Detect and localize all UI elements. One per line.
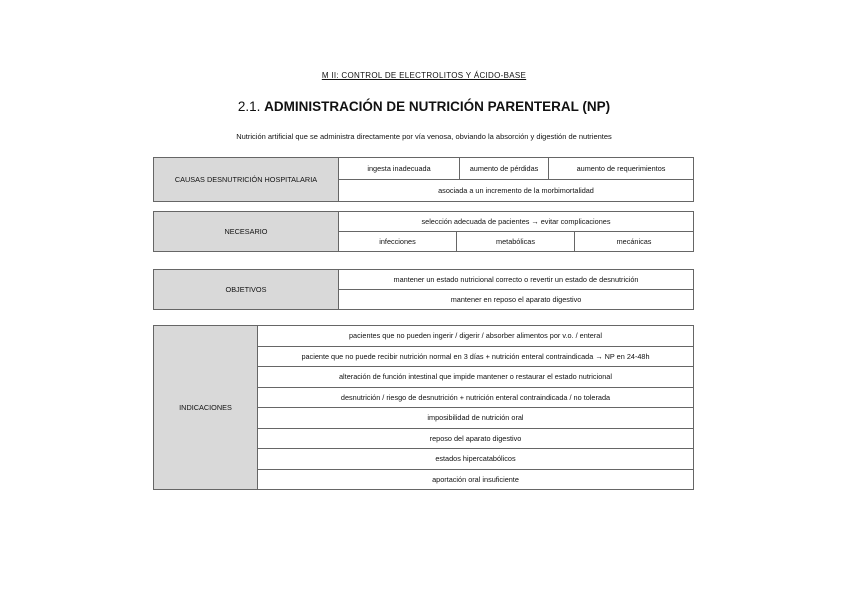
objetivos-item: mantener en reposo el aparato digestivo — [339, 290, 694, 310]
objetivos-item: mantener un estado nutricional correcto o revertir un estado de desnutrición — [339, 270, 694, 290]
indicaciones-item: desnutrición / riesgo de desnutrición + nutrición enteral contraindicada / no tolerada — [258, 387, 694, 408]
intro-text: Nutrición artificial que se administra directamente por vía venosa, obviando la absorción y digestión de nutrientes — [236, 132, 612, 141]
causas-table — [153, 157, 694, 202]
necesario-item: infecciones — [339, 232, 457, 252]
necesario-main: selección adecuada de pacientes → evitar complicaciones — [339, 212, 694, 232]
necesario-item: metabólicas — [457, 232, 575, 252]
indicaciones-item: paciente que no puede recibir nutrición normal en 3 días + nutrición enteral contraindicada → NP en 24-48h — [258, 346, 694, 367]
indicaciones-item: pacientes que no pueden ingerir / digerir / absorber alimentos por v.o. / enteral — [258, 326, 694, 347]
module-heading: M II: CONTROL DE ELECTROLITOS Y ÁCIDO-BASE — [321, 71, 527, 80]
indicaciones-item: aportación oral insuficiente — [258, 469, 694, 490]
necesario-label: NECESARIO — [154, 212, 339, 252]
indicaciones-label: INDICACIONES — [154, 326, 258, 490]
necesario-item: mecánicas — [575, 232, 694, 252]
necesario-table — [153, 211, 694, 252]
objetivos-label: OBJETIVOS — [154, 270, 339, 310]
title-number: 2.1. — [237, 99, 261, 114]
causas-note: asociada a un incremento de la morbimortalidad — [339, 180, 694, 202]
title-text: ADMINISTRACIÓN DE NUTRICIÓN PARENTERAL (NP) — [264, 99, 611, 114]
causas-label: CAUSAS DESNUTRICIÓN HOSPITALARIA — [154, 158, 339, 202]
indicaciones-item: estados hipercatabólicos — [258, 449, 694, 470]
indicaciones-item: reposo del aparato digestivo — [258, 428, 694, 449]
page-title — [0, 99, 848, 114]
objetivos-table — [153, 269, 694, 310]
causas-item: aumento de requerimientos — [549, 158, 694, 180]
indicaciones-table — [153, 325, 694, 490]
indicaciones-item: imposibilidad de nutrición oral — [258, 408, 694, 429]
causas-item: ingesta inadecuada — [339, 158, 460, 180]
indicaciones-item: alteración de función intestinal que impide mantener o restaurar el estado nutricional — [258, 367, 694, 388]
causas-item: aumento de pérdidas — [460, 158, 549, 180]
